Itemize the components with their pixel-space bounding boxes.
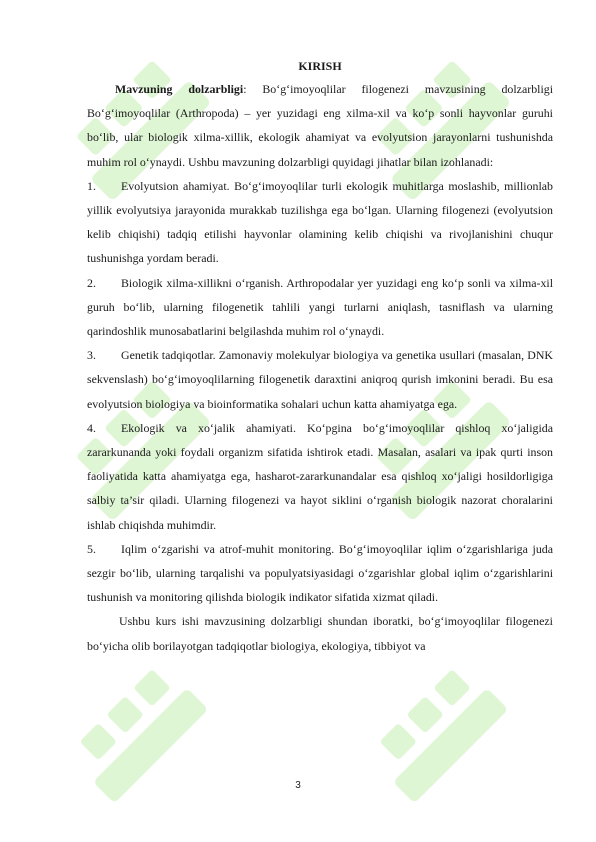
page-number: 3 <box>295 780 301 791</box>
list-item-number: 3. <box>87 348 96 363</box>
page-title: KIRISH <box>298 59 342 73</box>
list-item <box>87 343 553 416</box>
list-item-number: 2. <box>87 275 96 290</box>
watermark-logo <box>60 650 240 840</box>
closing-paragraph: Ushbu kurs ishi mavzusining dolzarbligi shundan iboratki, bo‘g‘imoyoqlilar filogenezi bo‘yicha olib borilayotgan tadqiqotlar biologiya, ekologiya, tibbiyot va <box>87 614 553 653</box>
list-item <box>87 537 553 610</box>
list-item-text: Iqlim o‘zgarishi va atrof-muhit monitoring. Bo‘g‘imoyoqlilar iqlim o‘zgarishlariga juda sezgir bo‘lib, ularning tarqalishi va populyatsiyasidagi o‘zgarishlar global iqlim o‘zgarishlarini tushunish va monitoring qilishda biologik indikator sifatida xizmat qiladi. <box>87 541 553 605</box>
list-item-text: Biologik xilma-xillikni o‘rganish. Arthropodalar yer yuzidagi eng ko‘p sonli va xilma-xil guruh bo‘lib, ularning filogenetik tahlili yangi turlarni aniqlash, tasniflash va ularning qarindoshlik munosabatlarini belgilashda muhim rol o‘ynaydi. <box>87 275 553 339</box>
list-item <box>87 271 553 344</box>
intro-text: : Bo‘g‘imoyoqlilar filogenezi mavzusining dolzarbligi Bo‘g‘imoyoqlilar (Arthropoda) – yer yuzidagi eng xilma-xil va ko‘p sonli hayvonlar guruhi bo‘lib, ular biologik xilma-xillik, ekologik ahamiyat va evolyutsion jarayonlarni tushunishda muhim rol o‘ynaydi. Ushbu mavzuning dolzarbligi quyidagi jihatlar bilan izohlanadi: <box>87 82 553 169</box>
list-item-text: Evolyutsion ahamiyat. Bo‘g‘imoyoqlilar turli ekologik muhitlarga moslashib, millionlab yillik evolyutsiya jarayonida murakkab tuzilishga ega bo‘lgan. Ularning filogenezi (evolyutsion kelib chiqishi) tadqiq etilishi hayvonlar olamining kelib chiqishi va rivojlanishini chuqur tushunishga yordam beradi. <box>87 178 553 266</box>
watermark-logo <box>360 650 540 840</box>
document-body <box>87 56 553 658</box>
list-item-number: 5. <box>87 541 96 556</box>
intro-paragraph <box>87 77 553 174</box>
list-item <box>87 174 553 271</box>
list-item-text: Ekologik va xo‘jalik ahamiyati. Ko‘pgina bo‘g‘imoyoqlilar qishloq xo‘jaligida zararkunanda yoki foydali organizm sifatida ishtirok etadi. Masalan, asalari va ipak qurti inson faoliyatida katta ahamiyatga ega, hasharot-zararkunandalar esa qishloq xo‘jaligi hosildorligiga salbiy ta’sir qiladi. Ularning filogenezi va hayot siklini o‘rganish biologik nazorat choralarini ishlab chiqishda muhimdir. <box>87 420 553 532</box>
list-item-number: 4. <box>87 420 96 435</box>
list-item <box>87 416 553 537</box>
list-item-text: Genetik tadqiqotlar. Zamonaviy molekulyar biologiya va genetika usullari (masalan, DNK sekvenslash) bo‘g‘imoyoqlilarning filogenetik daraxtini aniqroq qurish imkonini beradi. Bu esa evolyutsion biologiya va bioinformatika sohalari uchun katta ahamiyatga ega. <box>87 348 553 411</box>
intro-lead: Mavzuning dolzarbligi <box>115 82 244 96</box>
list-item-number: 1. <box>87 178 96 193</box>
